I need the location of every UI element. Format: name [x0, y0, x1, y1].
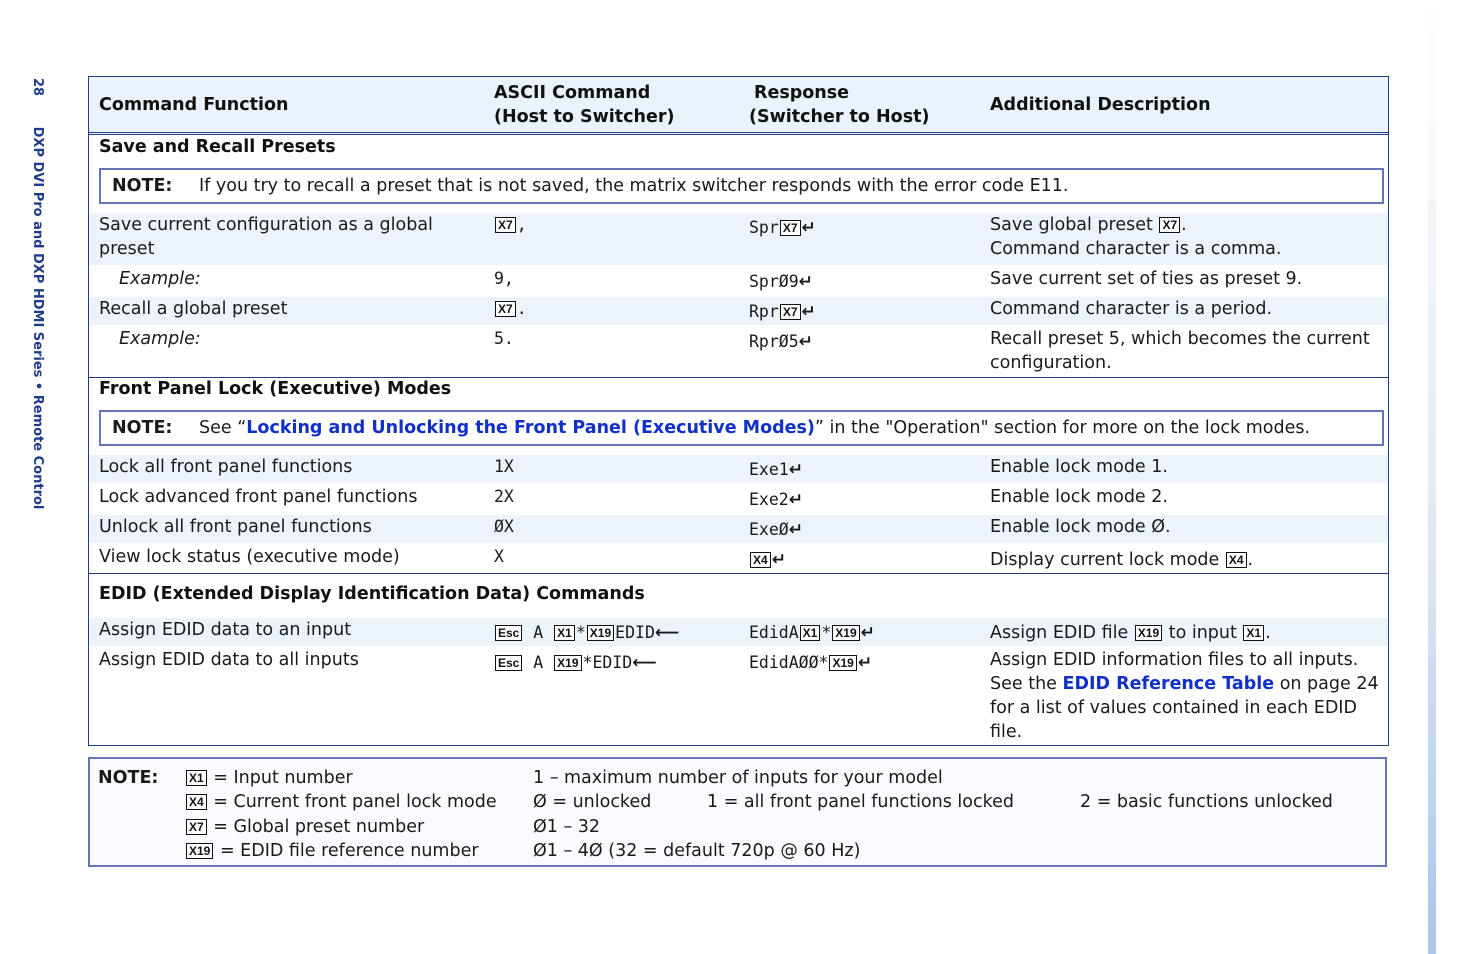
variable-x7: X7: [780, 220, 801, 236]
ascii-cell: 2X: [494, 487, 514, 506]
description-cell: [990, 621, 1271, 645]
return-arrow-icon: ↵: [857, 653, 873, 673]
response-prefix: Spr: [749, 218, 779, 237]
esc-key-icon: Esc: [495, 655, 522, 671]
response-cell: [749, 216, 816, 240]
note-definition: = Input number: [213, 768, 353, 788]
note-line-x1: [185, 766, 353, 790]
desc-text: Command character is a comma.: [990, 239, 1282, 259]
description-cell: [990, 213, 1281, 261]
running-header: [30, 78, 45, 509]
response-cell: [749, 488, 803, 512]
note-definition: = Global preset number: [213, 817, 425, 837]
header-ascii-line1: ASCII Command: [494, 83, 651, 103]
ascii-cell: 5.: [494, 329, 514, 348]
note-line-x19: [185, 839, 479, 863]
note-value: 2 = basic functions unlocked: [1080, 792, 1333, 812]
ascii-text: A: [533, 623, 544, 642]
desc-text: configuration.: [990, 353, 1112, 373]
table-row-lock-all: [89, 455, 1388, 483]
function-cell: View lock status (executive mode): [99, 547, 400, 567]
response-cell: [749, 330, 813, 354]
description-cell: [990, 548, 1253, 572]
return-arrow-icon: ↵: [788, 490, 803, 510]
variable-x19: X19: [587, 625, 614, 641]
ascii-text: A: [533, 653, 544, 672]
note-text: ” in the "Operation" section for more on the lock modes.: [814, 418, 1311, 438]
note-lock: [99, 410, 1384, 446]
desc-text: Assign EDID information files to all inputs.: [990, 650, 1359, 670]
ascii-text: *: [575, 623, 586, 642]
table-row-unlock-all: [89, 515, 1388, 543]
variable-x1: X1: [186, 770, 207, 786]
function-cell: Assign EDID data to all inputs: [99, 650, 359, 670]
section-title-edid: EDID (Extended Display Identification Data) Commands: [99, 584, 645, 604]
variable-x1: X1: [1243, 625, 1264, 641]
ascii-cell: 9,: [494, 269, 514, 288]
section-title-presets: Save and Recall Presets: [99, 137, 336, 157]
function-cell: Recall a global preset: [99, 299, 288, 319]
table-row-save-preset: [89, 213, 1388, 265]
variable-x7: X7: [495, 217, 516, 233]
variable-x7: X7: [495, 301, 516, 317]
header-response-line2: (Switcher to Host): [749, 107, 930, 127]
return-arrow-icon: ↵: [788, 460, 803, 480]
function-line: Save current configuration as a global: [99, 215, 433, 235]
table-row-lock-advanced: [89, 485, 1388, 513]
example-label: Example:: [119, 329, 201, 349]
response-cell: [749, 458, 803, 482]
response-text: Exe2: [749, 490, 789, 509]
description-cell: Command character is a period.: [990, 299, 1273, 319]
note-value: Ø = unlocked: [533, 792, 652, 812]
desc-text: .: [1265, 623, 1271, 643]
desc-text: on page 24: [1274, 674, 1379, 694]
return-arrow-icon: ↵: [801, 302, 816, 322]
table-header: [89, 77, 1388, 135]
response-cell: [749, 548, 786, 572]
description-cell: Enable lock mode 2.: [990, 487, 1168, 507]
header-command-function: Command Function: [99, 95, 289, 115]
desc-text: to input: [1163, 623, 1243, 643]
desc-text: Display current lock mode: [990, 550, 1225, 570]
table-row-edid-all: [89, 648, 1388, 744]
variable-x4: X4: [1226, 552, 1247, 568]
ascii-cell: [494, 621, 679, 645]
desc-text: Assign EDID file: [990, 623, 1134, 643]
response-cell: [749, 300, 816, 324]
desc-text: .: [1247, 550, 1254, 570]
return-arrow-icon: ↵: [798, 272, 813, 292]
variable-x19: X19: [832, 625, 859, 641]
response-text: Exe1: [749, 460, 789, 479]
header-ascii-line2: (Host to Switcher): [494, 107, 675, 127]
desc-text: for a list of values contained in each EDID: [990, 698, 1357, 718]
left-arrow-icon: ⟵: [632, 653, 657, 673]
note-text: If you try to recall a preset that is not saved, the matrix switcher responds with the error code E11.: [199, 176, 1069, 196]
variable-x19: X19: [829, 655, 856, 671]
ascii-cell: ØX: [494, 517, 514, 536]
edid-reference-table-link[interactable]: EDID Reference Table: [1062, 674, 1275, 694]
ascii-suffix: ,: [516, 215, 527, 234]
description-cell: Save current set of ties as preset 9.: [990, 269, 1303, 289]
note-value: 1 = all front panel functions locked: [707, 792, 1014, 812]
example-label: Example:: [119, 269, 201, 289]
function-cell: Assign EDID data to an input: [99, 620, 352, 640]
table-row-recall-preset: [89, 297, 1388, 325]
ascii-suffix: .: [516, 299, 527, 318]
variable-x7: X7: [1159, 217, 1180, 233]
function-cell: Unlock all front panel functions: [99, 517, 372, 537]
description-cell: [990, 327, 1370, 375]
ascii-text: *EDID: [582, 653, 633, 672]
description-cell: Enable lock mode 1.: [990, 457, 1168, 477]
response-cell: [749, 270, 813, 294]
description-cell: [990, 648, 1379, 744]
note-text: See “: [199, 418, 247, 438]
response-text: *: [821, 623, 832, 642]
table-row-view-lock: [89, 545, 1388, 573]
return-arrow-icon: ↵: [771, 550, 786, 570]
response-cell: [749, 518, 803, 542]
function-cell: Lock all front panel functions: [99, 457, 353, 477]
running-title: DXP DVI Pro and DXP HDMI Series • Remote Control: [30, 126, 45, 510]
note-label: NOTE:: [112, 176, 173, 196]
note-value: 1 – maximum number of inputs for your model: [533, 768, 943, 788]
function-cell: [99, 213, 433, 261]
desc-text: Save global preset: [990, 215, 1159, 235]
note-value: Ø1 – 4Ø (32 = default 720p @ 60 Hz): [533, 841, 861, 861]
desc-text: Recall preset 5, which becomes the current: [990, 329, 1370, 349]
table-row-recall-example: [89, 327, 1388, 377]
table-row-edid-input: [89, 618, 1388, 646]
ascii-cell: 1X: [494, 457, 514, 476]
left-arrow-icon: ⟵: [654, 623, 680, 643]
return-arrow-icon: ↵: [860, 623, 875, 643]
return-arrow-icon: ↵: [798, 332, 813, 352]
response-text: ExeØ: [749, 520, 789, 539]
variables-note-box: [88, 757, 1387, 867]
response-prefix: EdidAØØ*: [749, 653, 829, 672]
return-arrow-icon: ↵: [801, 218, 816, 238]
section-title-lock: Front Panel Lock (Executive) Modes: [99, 379, 452, 399]
header-response: [749, 81, 930, 129]
section-divider: [89, 377, 1388, 378]
note-label: NOTE:: [112, 418, 173, 438]
ascii-cell: [494, 651, 657, 675]
function-cell: Lock advanced front panel functions: [99, 487, 418, 507]
ascii-cell: [494, 213, 527, 237]
variable-x1: X1: [554, 625, 575, 641]
section-divider: [89, 573, 1388, 574]
response-prefix: Rpr: [749, 302, 779, 321]
table-row-save-example: [89, 267, 1388, 295]
variable-x19: X19: [554, 655, 581, 671]
variable-x19: X19: [1135, 625, 1162, 641]
command-table: [88, 76, 1389, 746]
response-prefix: EdidA: [749, 623, 799, 642]
note-label: NOTE:: [98, 768, 159, 788]
page-edge-gradient: [1428, 0, 1436, 954]
esc-key-icon: Esc: [495, 625, 522, 641]
response-cell: [749, 621, 875, 645]
ascii-cell: X: [494, 547, 504, 566]
ascii-text: EDID: [615, 623, 655, 642]
variable-x7: X7: [186, 819, 207, 835]
variable-x19: X19: [186, 843, 213, 859]
note-line-x4: [185, 790, 497, 814]
variable-x7: X7: [780, 304, 801, 320]
response-cell: [749, 651, 872, 675]
locking-link[interactable]: Locking and Unlocking the Front Panel (Executive Modes): [246, 418, 815, 438]
desc-text: file.: [990, 722, 1023, 742]
response-text: RprØ5: [749, 332, 799, 351]
header-ascii-command: [494, 81, 675, 129]
note-presets: [99, 168, 1384, 204]
variable-x1: X1: [800, 625, 821, 641]
variable-x4: X4: [186, 794, 207, 810]
header-response-line1: Response: [754, 83, 850, 103]
ascii-cell: [494, 297, 527, 321]
return-arrow-icon: ↵: [788, 520, 803, 540]
note-definition: = Current front panel lock mode: [213, 792, 497, 812]
page-number: 28: [30, 78, 45, 97]
variable-x4: X4: [750, 552, 771, 568]
desc-text: See the: [990, 674, 1063, 694]
note-value: Ø1 – 32: [533, 817, 601, 837]
header-additional-description: Additional Description: [990, 95, 1211, 115]
function-line: preset: [99, 239, 155, 259]
description-cell: Enable lock mode Ø.: [990, 517, 1171, 537]
note-line-x7: [185, 815, 424, 839]
note-definition: = EDID file reference number: [219, 841, 479, 861]
desc-text: .: [1181, 215, 1187, 235]
response-text: SprØ9: [749, 272, 799, 291]
